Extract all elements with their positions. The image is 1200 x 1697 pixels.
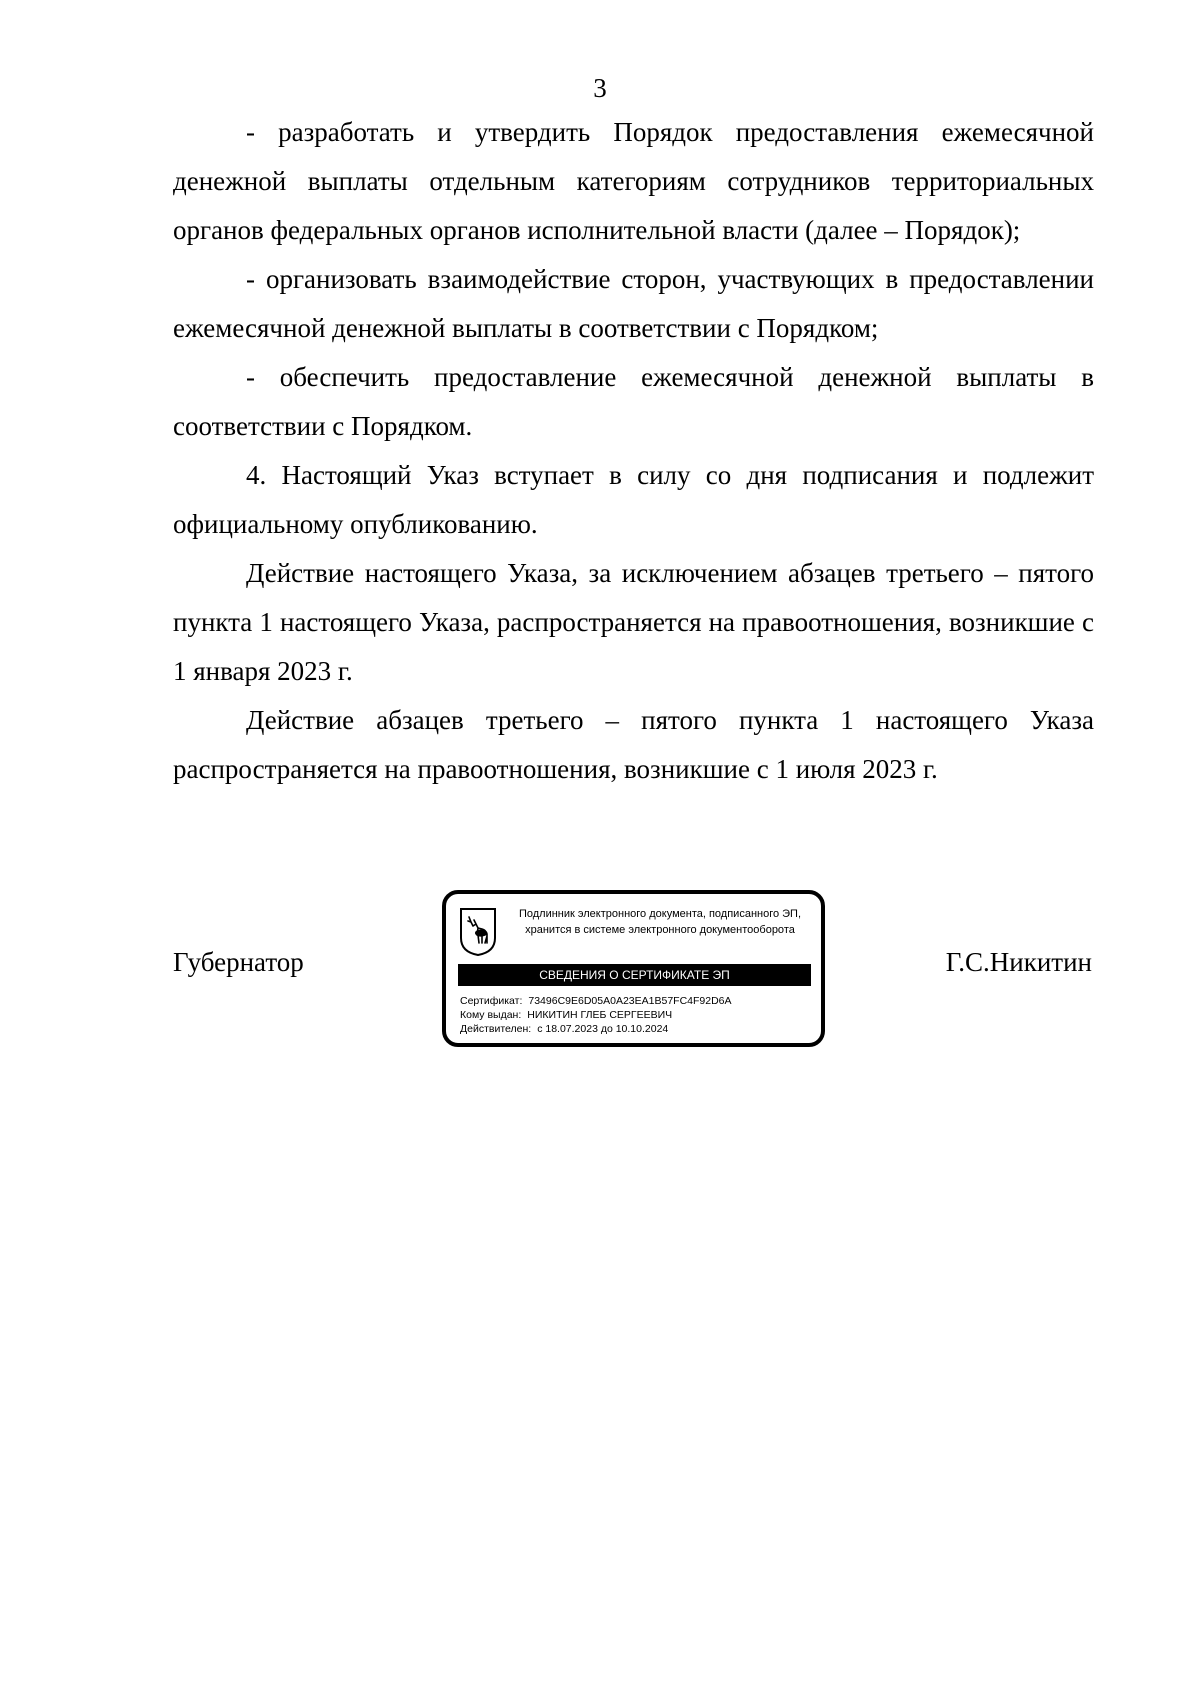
stamp-header	[500, 906, 820, 938]
stamp-header-line-2: хранится в системе электронного документооборота	[525, 924, 795, 936]
validity-line	[460, 1022, 732, 1036]
certificate-line	[460, 994, 732, 1008]
certificate-value: 73496C9E6D05A0A23EA1B57FC4F92D6A	[528, 995, 732, 1007]
document-body	[173, 108, 1094, 794]
paragraph-effect-july: Действие абзацев третьего – пятого пункта 1 настоящего Указа распространяется на правоотношения, возникшие с 1 июля 2023 г.	[173, 705, 1094, 784]
certificate-info-bar: СВЕДЕНИЯ О СЕРТИФИКАТЕ ЭП	[458, 964, 811, 986]
certificate-details	[460, 994, 732, 1036]
validity-value: с 18.07.2023 до 10.10.2024	[537, 1023, 669, 1035]
paragraph-organize-interaction: - организовать взаимодействие сторон, участвующих в предоставлении ежемесячной денежной выплаты в соответствии с Порядком;	[173, 264, 1094, 343]
paragraph-develop-procedure: - разработать и утвердить Порядок предоставления ежемесячной денежной выплаты отдельным категориям сотрудников территориальных органов федеральных органов исполнительной власти (далее – Порядок);	[173, 117, 1094, 245]
signatory-name: Г.С.Никитин	[945, 947, 1092, 977]
paragraph-effect-january: Действие настоящего Указа, за исключением абзацев третьего – пятого пункта 1 настоящего Указа, распространяется на правоотношения, возникшие с 1 января 2023 г.	[173, 558, 1094, 686]
issued-to-value: НИКИТИН ГЛЕБ СЕРГЕЕВИЧ	[527, 1009, 673, 1021]
validity-label: Действителен:	[460, 1023, 532, 1035]
signatory-title: Губернатор	[173, 947, 304, 977]
page-number: 3	[593, 73, 607, 103]
issued-to-line	[460, 1008, 732, 1022]
paragraph-ensure-payment: - обеспечить предоставление ежемесячной денежной выплаты в соответствии с Порядком.	[173, 362, 1094, 441]
issued-to-label: Кому выдан:	[460, 1009, 522, 1021]
certificate-label: Сертификат:	[460, 995, 523, 1007]
stamp-header-line-1: Подлинник электронного документа, подписанного ЭП,	[518, 908, 802, 920]
electronic-signature-stamp	[442, 890, 825, 1047]
nizhny-novgorod-deer-emblem-icon	[460, 908, 496, 956]
paragraph-entry-into-force: 4. Настоящий Указ вступает в силу со дня подписания и подлежит официальному опубликованию.	[173, 460, 1094, 539]
